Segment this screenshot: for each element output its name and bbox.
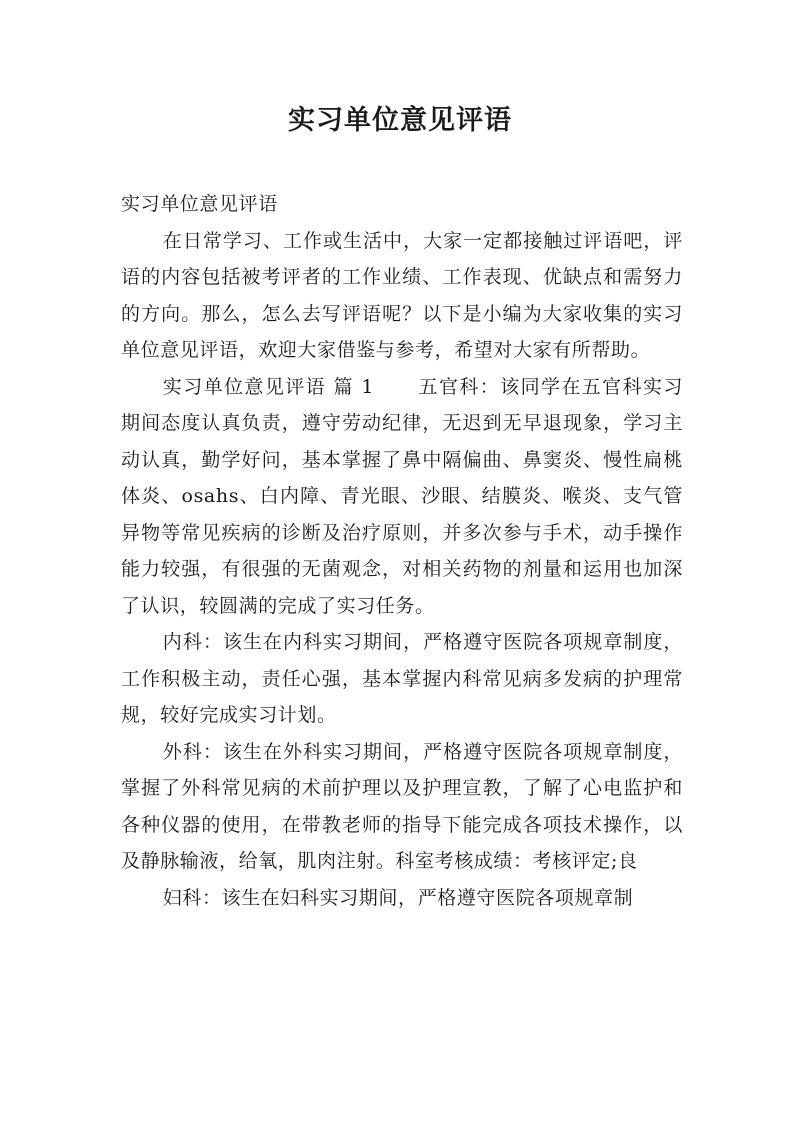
subtitle: 实习单位意见评语 bbox=[121, 193, 278, 215]
internal-medicine-paragraph: 内科：该生在内科实习期间，严格遵守医院各项规章制度，工作积极主动，责任心强，基本掌握内科常见病多发病的护理常规，较好完成实习计划。 bbox=[121, 631, 683, 726]
section-1-paragraph bbox=[121, 369, 683, 625]
document-title: 实习单位意见评语 bbox=[288, 105, 512, 136]
document-body bbox=[121, 186, 683, 916]
surgery-paragraph: 外科：该生在外科实习期间，严格遵守医院各项规章制度，掌握了外科常见病的术前护理以及护理宣教，了解了心电监护和各种仪器的使用，在带教老师的指导下能完成各项技术操作，以及静脉输液，给氧，肌肉注射。科室考核成绩：考核评定;良 bbox=[121, 740, 683, 872]
intro-paragraph: 在日常学习、工作或生活中，大家一定都接触过评语吧，评语的内容包括被考评者的工作业绩、工作表现、优缺点和需努力的方向。那么，怎么去写评语呢？以下是小编为大家收集的实习单位意见评语，欢迎大家借鉴与参考，希望对大家有所帮助。 bbox=[121, 229, 683, 361]
gynecology-paragraph: 妇科：该生在妇科实习期间，严格遵守医院各项规章制 bbox=[162, 886, 634, 909]
section-1-heading: 实习单位意见评语 bbox=[162, 375, 327, 398]
section-1-number: 篇 1 bbox=[333, 375, 375, 398]
section-1-text: 五官科：该同学在五官科实习期间态度认真负责，遵守劳动纪律，无迟到无早退现象，学习主动认真，勤学好问，基本掌握了鼻中隔偏曲、鼻窦炎、慢性扁桃体炎、osahs、白内障、青光眼、沙眼、结膜炎、喉炎、支气管异物等常见疾病的诊断及治疗原则，并多次参与手术，动手操作能力较强，有很强的无菌观念，对相关药物的剂量和运用也加深了认识，较圆满的完成了实习任务。 bbox=[121, 375, 683, 617]
